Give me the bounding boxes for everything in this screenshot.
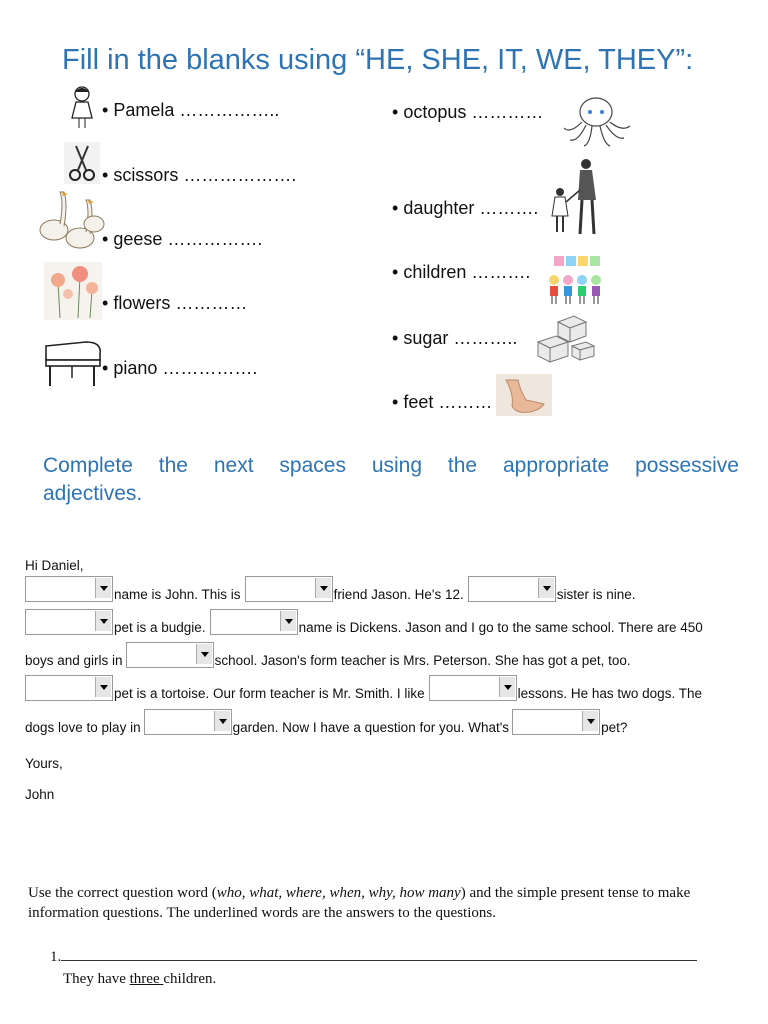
letter-text: pet is a budgie. bbox=[114, 620, 206, 635]
letter-text: lessons. He has two dogs. The bbox=[517, 686, 702, 701]
question-1: 1. bbox=[50, 946, 697, 966]
chevron-down-icon[interactable] bbox=[95, 677, 111, 697]
scissors-icon bbox=[64, 142, 100, 184]
possessive-dropdown-1[interactable] bbox=[25, 576, 113, 602]
chevron-down-icon[interactable] bbox=[582, 711, 598, 731]
letter-text: sister is nine. bbox=[556, 587, 636, 602]
geese-icon bbox=[34, 188, 106, 258]
possessive-dropdown-6[interactable] bbox=[126, 642, 214, 668]
letter-line-5 bbox=[25, 709, 627, 735]
answer-1: They have three children. bbox=[63, 971, 217, 987]
feet-icon bbox=[496, 374, 552, 416]
letter-text: boys and girls in bbox=[25, 653, 123, 668]
question-instructions-line2: information questions. The underlined words are the answers to the questions. bbox=[28, 905, 496, 921]
possessive-dropdown-7[interactable] bbox=[25, 675, 113, 701]
letter-line-3 bbox=[25, 642, 631, 668]
item-scissors: • scissors ………………. bbox=[102, 165, 297, 185]
octopus-icon bbox=[560, 94, 632, 148]
item-pamela: • Pamela …………….. bbox=[102, 100, 280, 120]
possessive-dropdown-2[interactable] bbox=[245, 576, 333, 602]
letter-greeting: Hi Daniel, bbox=[25, 558, 84, 573]
section-title-possessive: Complete the next spaces using the appropriate possessive adjectives. bbox=[43, 454, 739, 505]
chevron-down-icon[interactable] bbox=[196, 644, 212, 664]
possessive-dropdown-5[interactable] bbox=[210, 609, 298, 635]
girl-icon bbox=[68, 84, 96, 130]
mother-daughter-icon bbox=[546, 156, 606, 238]
chevron-down-icon[interactable] bbox=[95, 578, 111, 598]
chevron-down-icon[interactable] bbox=[315, 578, 331, 598]
item-daughter: • daughter ………. bbox=[392, 198, 539, 218]
letter-text: garden. Now I have a question for you. What's bbox=[232, 720, 510, 735]
letter-closing: Yours, bbox=[25, 756, 63, 771]
item-feet: • feet ……… bbox=[392, 392, 493, 412]
letter-text: pet is a tortoise. Our form teacher is Mr. Smith. I like bbox=[114, 686, 425, 701]
letter-text: name is John. This is bbox=[114, 587, 241, 602]
question-instructions: Use the correct question word (who, what, where, when, why, how many) and the simple present tense to make bbox=[28, 885, 691, 901]
flowers-icon bbox=[44, 262, 102, 320]
letter-text: friend Jason. He's 12. bbox=[333, 587, 464, 602]
item-geese: • geese ……………. bbox=[102, 229, 263, 249]
item-piano: • piano ……………. bbox=[102, 358, 258, 378]
chevron-down-icon[interactable] bbox=[95, 611, 111, 631]
chevron-down-icon[interactable] bbox=[280, 611, 296, 631]
letter-text: name is Dickens. Jason and I go to the same school. There are 450 bbox=[298, 620, 703, 635]
letter-line-4 bbox=[25, 675, 702, 701]
letter-text: school. Jason's form teacher is Mrs. Peterson. She has got a pet, too. bbox=[214, 653, 631, 668]
letter-line-2 bbox=[25, 609, 703, 635]
chevron-down-icon[interactable] bbox=[214, 711, 230, 731]
letter-text: dogs love to play in bbox=[25, 720, 141, 735]
item-children: • children ………. bbox=[392, 262, 531, 282]
item-sugar: • sugar ……….. bbox=[392, 328, 518, 348]
possessive-dropdown-3[interactable] bbox=[468, 576, 556, 602]
page-title: Fill in the blanks using “HE, SHE, IT, WE, THEY”: bbox=[62, 44, 694, 76]
item-flowers: • flowers ………… bbox=[102, 293, 248, 313]
answer-line-1[interactable] bbox=[61, 946, 697, 961]
possessive-dropdown-4[interactable] bbox=[25, 609, 113, 635]
letter-signature: John bbox=[25, 787, 55, 802]
letter-line-1 bbox=[25, 576, 636, 602]
chevron-down-icon[interactable] bbox=[538, 578, 554, 598]
chevron-down-icon[interactable] bbox=[499, 677, 515, 697]
letter-text: pet? bbox=[601, 720, 628, 735]
possessive-dropdown-8[interactable] bbox=[429, 675, 517, 701]
item-octopus: • octopus ………… bbox=[392, 102, 544, 122]
children-icon bbox=[546, 254, 608, 306]
possessive-dropdown-9[interactable] bbox=[144, 709, 232, 735]
piano-icon bbox=[42, 338, 104, 390]
sugar-cubes-icon bbox=[534, 312, 596, 364]
possessive-dropdown-10[interactable] bbox=[512, 709, 600, 735]
